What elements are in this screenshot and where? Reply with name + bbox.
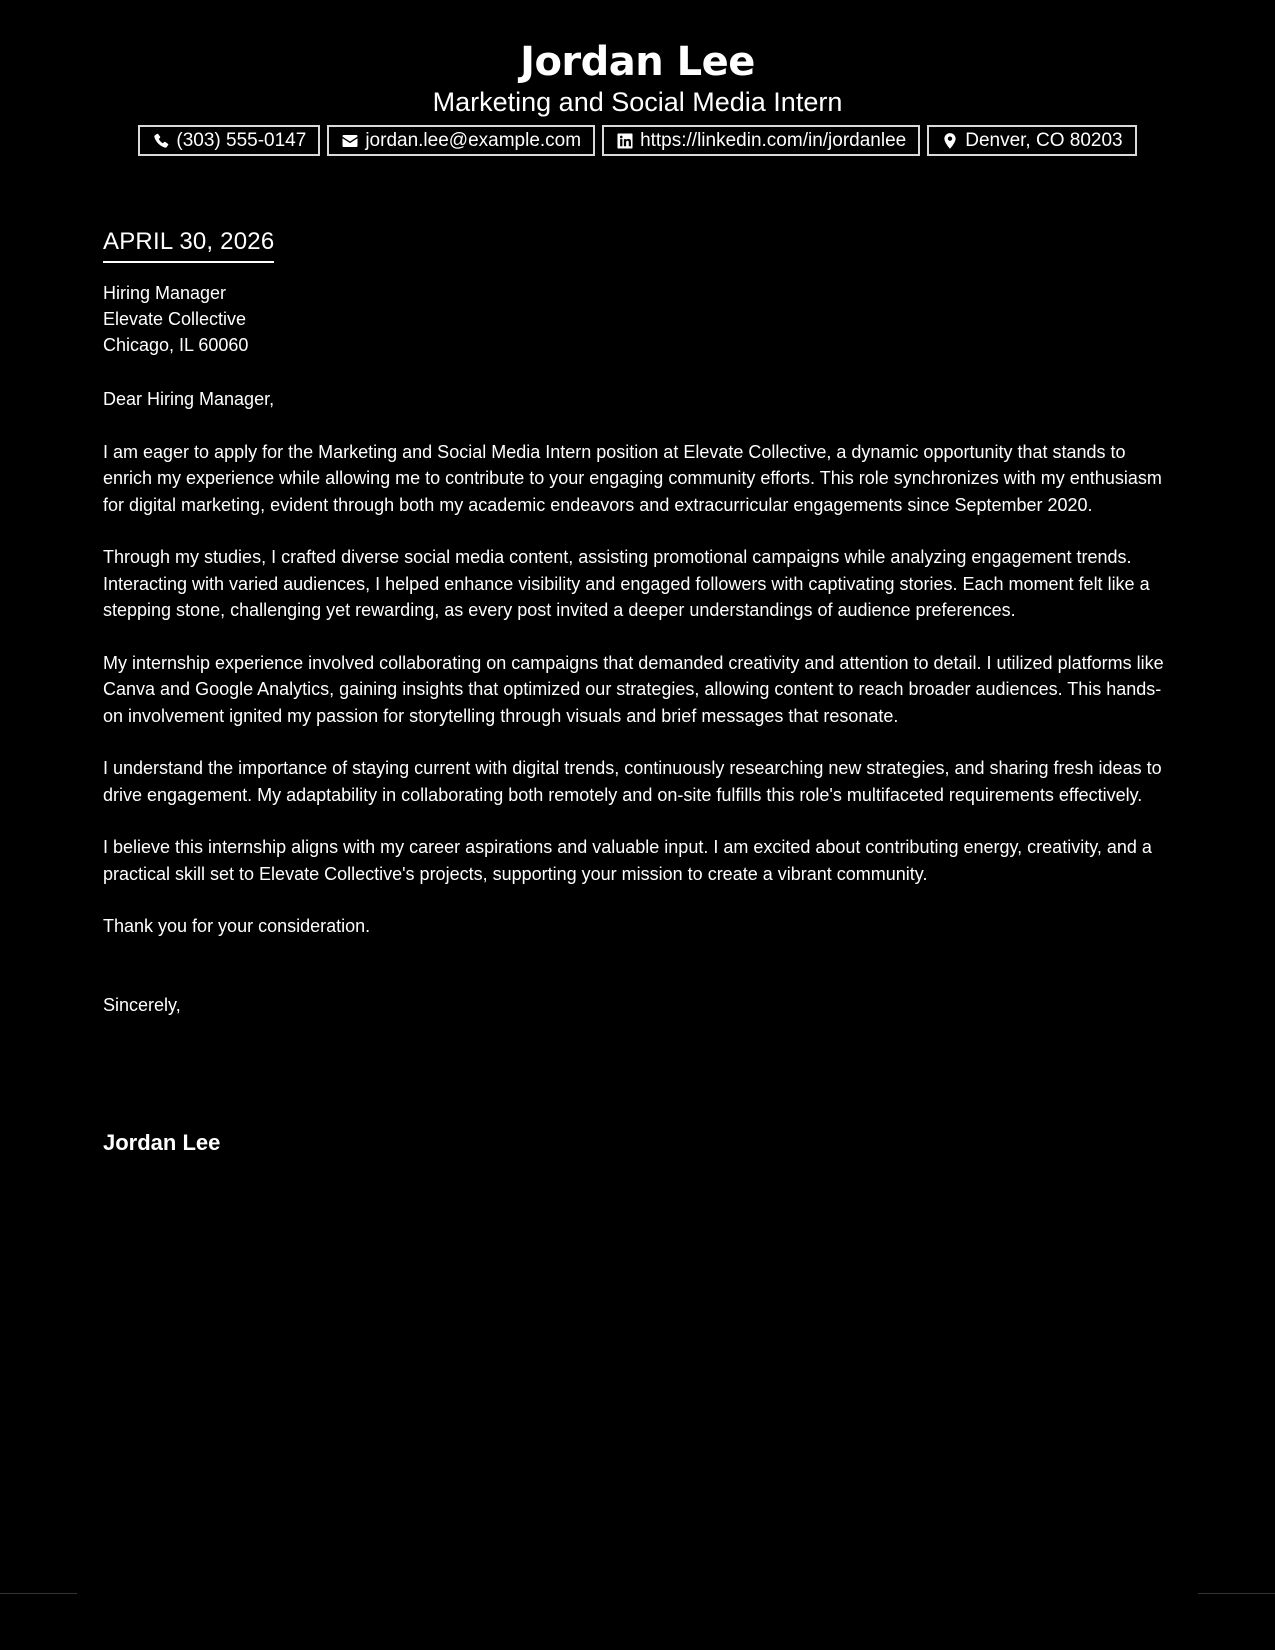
closing: Sincerely, (103, 994, 181, 1015)
contact-location[interactable] (927, 125, 1136, 156)
body-paragraph-4: I understand the importance of staying current with digital trends, continuously researching new strategies, and sharing fresh ideas to drive engagement. My adaptability in collaborating both remotely and on-site fulfills this role's multifaceted requirements effectively. (103, 758, 1162, 805)
thanks-line: Thank you for your consideration. (103, 916, 371, 936)
contact-linkedin[interactable] (602, 125, 920, 156)
recipient-name: Hiring Manager (103, 283, 227, 303)
contact-email[interactable] (327, 125, 595, 156)
contact-linkedin-text: https://linkedin.com/in/jordanlee (640, 130, 907, 151)
contact-email-text: jordan.lee@example.com (365, 130, 582, 151)
contact-phone-text: (303) 555-0147 (176, 130, 307, 151)
letter-header (0, 36, 1275, 156)
contact-location-text: Denver, CO 80203 (965, 130, 1123, 151)
applicant-title: Marketing and Social Media Intern (432, 87, 843, 117)
contact-phone[interactable] (138, 125, 320, 156)
page-edge-divider-right (1198, 1593, 1275, 1594)
linkedin-icon (616, 132, 634, 150)
signature-name: Jordan Lee (103, 1130, 221, 1155)
body-paragraph-5: I believe this internship aligns with my career aspirations and valuable input. I am excited about contributing energy, creativity, and a practical skill set to Elevate Collective's projects, supporting your mission to create a vibrant community. (103, 837, 1152, 884)
letter-date: APRIL 30, 2026 (103, 226, 274, 263)
contact-bar (0, 125, 1275, 156)
body-paragraph-1: I am eager to apply for the Marketing and Social Media Intern position at Elevate Collective, a dynamic opportunity that stands to enrich my experience while allowing me to contribute to your engaging community efforts. This role synchronizes with my enthusiasm for digital marketing, evident through both my academic endeavors and extracurricular engagements since September 2020. (103, 441, 1162, 515)
applicant-name: Jordan Lee (520, 39, 755, 85)
page-edge-divider-left (0, 1593, 77, 1594)
recipient-address: Chicago, IL 60060 (103, 335, 249, 355)
salutation: Dear Hiring Manager, (103, 389, 275, 409)
recipient-company: Elevate Collective (103, 309, 247, 329)
letter-body (103, 226, 1173, 1158)
body-paragraph-3: My internship experience involved collaborating on campaigns that demanded creativity and attention to detail. I utilized platforms like Canva and Google Analytics, gaining insights that optimized our strategies, allowing content to reach broader audiences. This hands-on involvement ignited my passion for storytelling through visuals and brief messages that resonate. (103, 652, 1164, 726)
body-paragraph-2: Through my studies, I crafted diverse social media content, assisting promotional campaigns while analyzing engagement trends. Interacting with varied audiences, I helped enhance visibility and engaged followers with captivating stories. Each moment felt like a stepping stone, challenging yet rewarding, as every post invited a deeper understandings of audience preferences. (103, 547, 1150, 620)
recipient-block (103, 280, 1173, 358)
map-marker-icon (941, 132, 959, 150)
phone-icon (152, 132, 170, 150)
envelope-icon (341, 132, 359, 150)
